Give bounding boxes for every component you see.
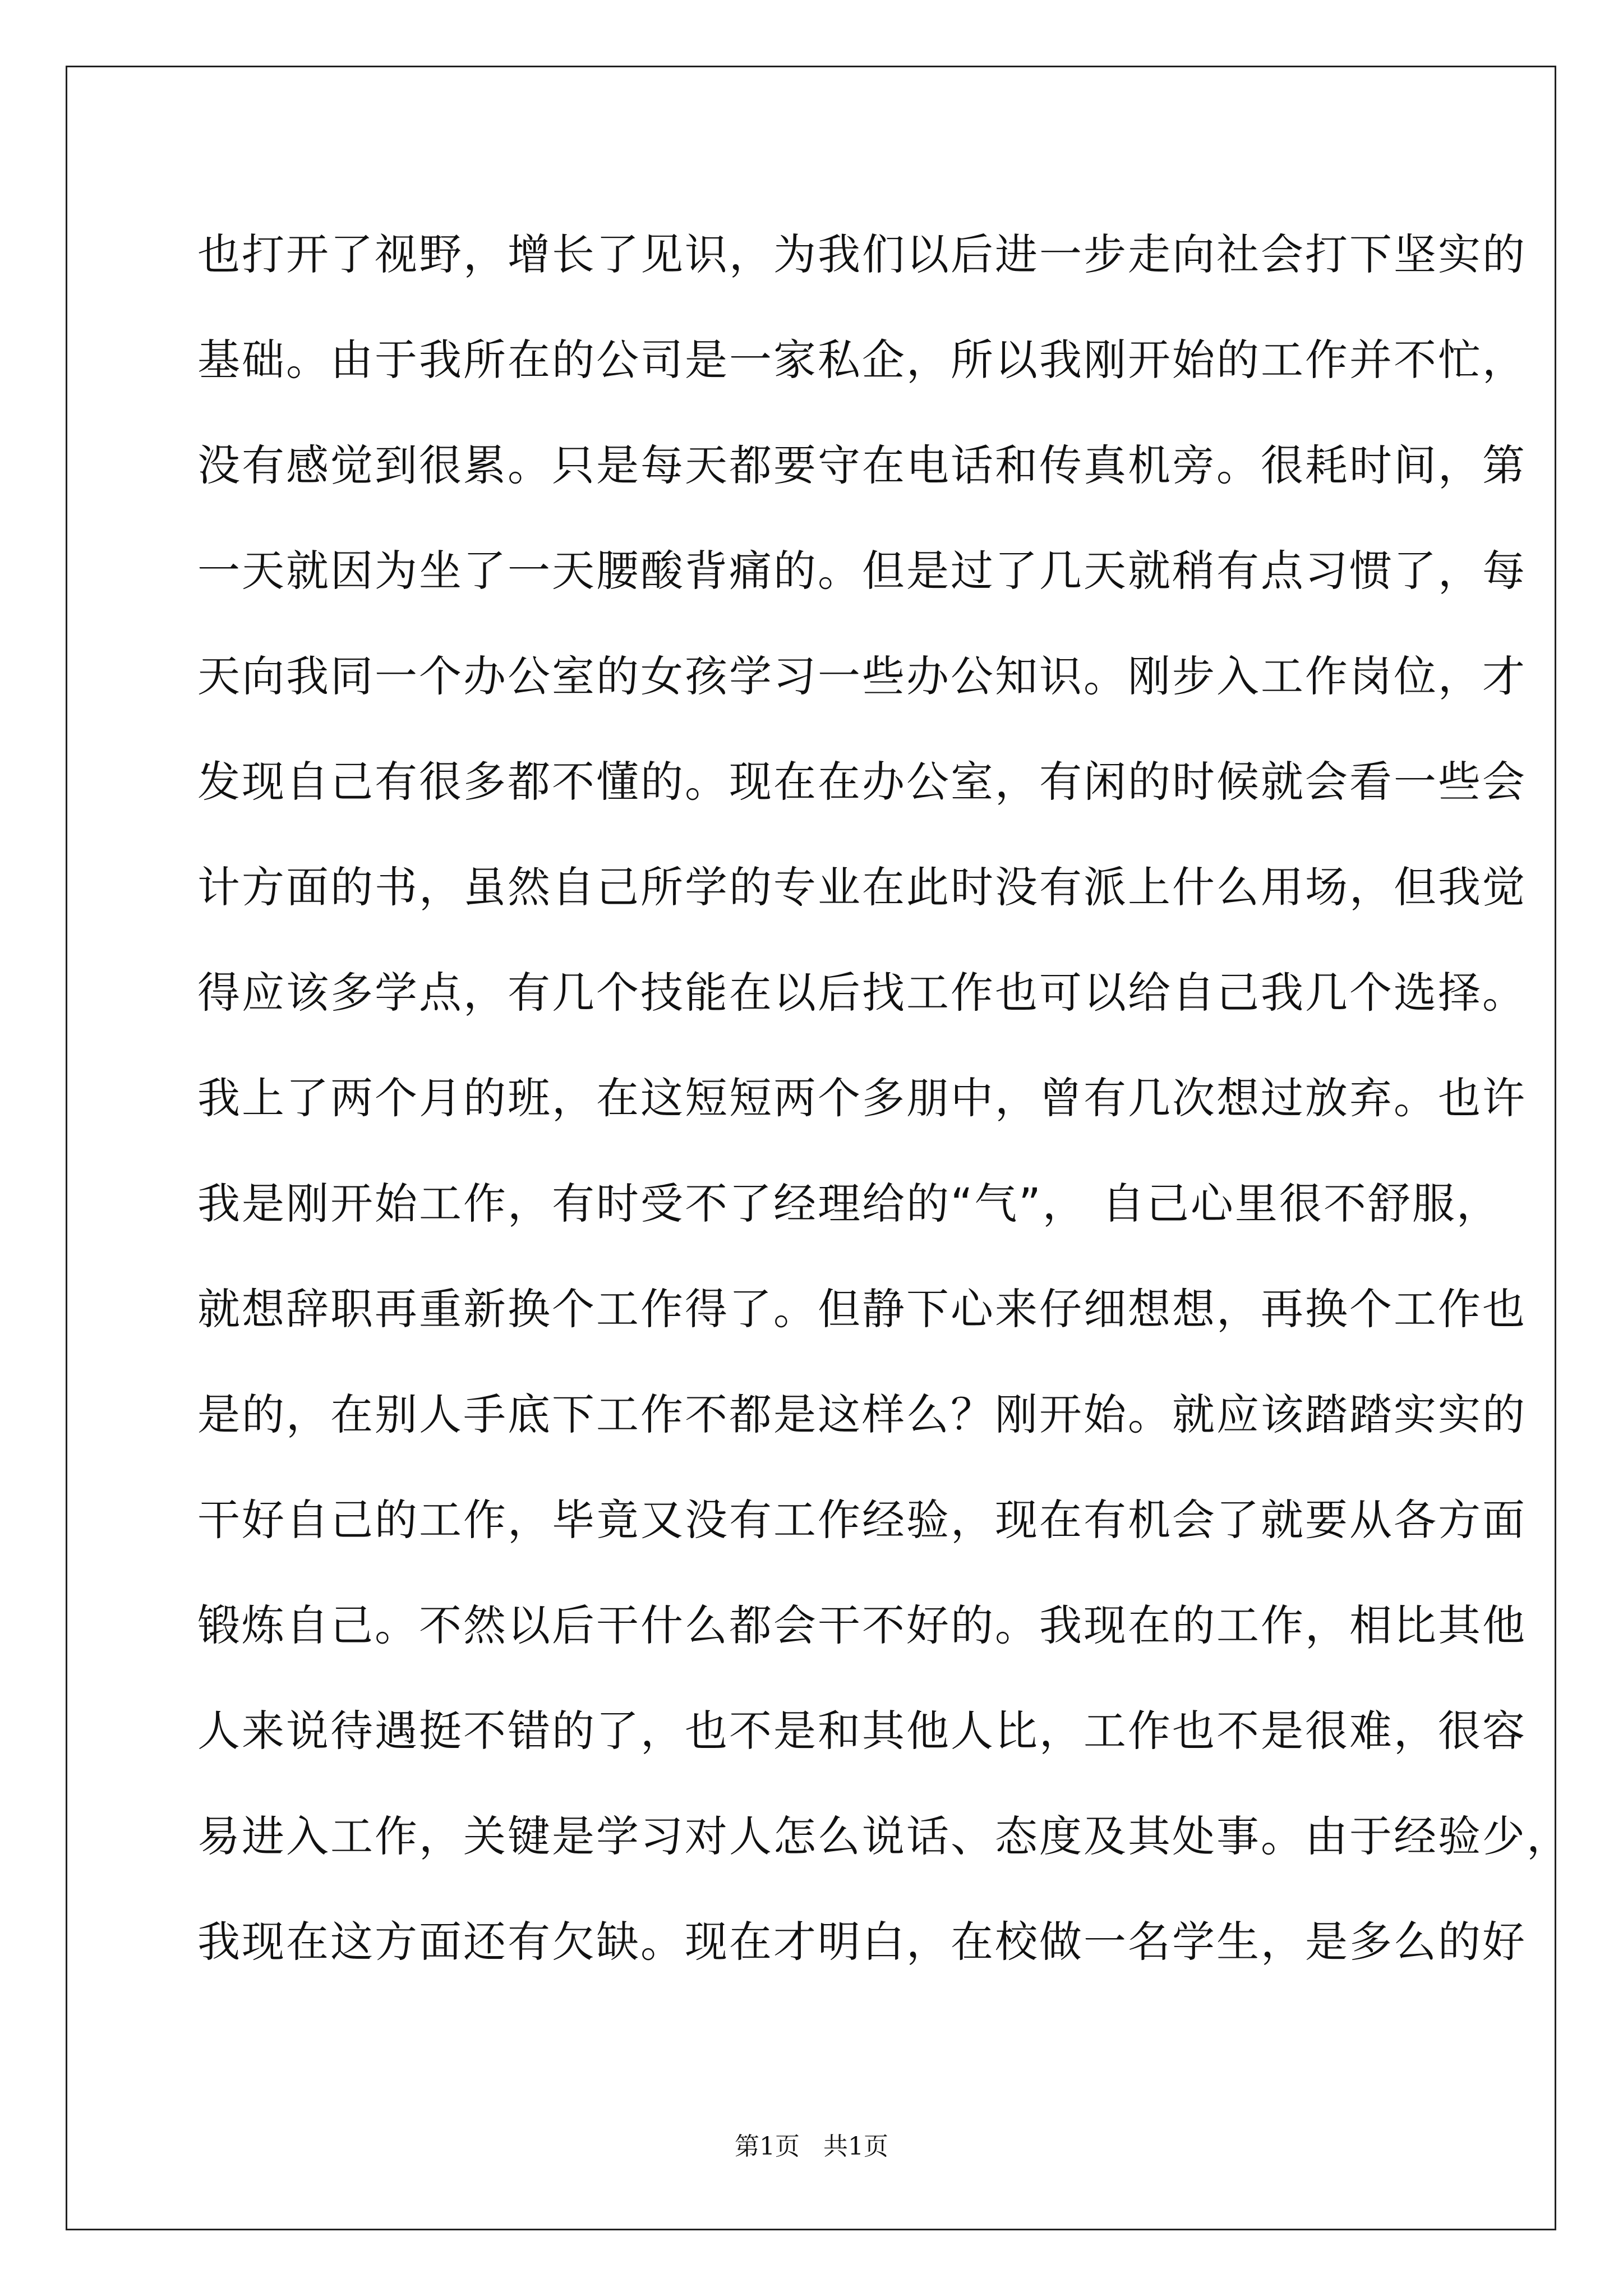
page-number-current: 第1页 xyxy=(735,2132,800,2161)
page-footer xyxy=(0,2126,1623,2162)
text-line: 我上了两个月的班，在这短短两个多朋中，曾有几次想过放弃。也许 xyxy=(197,1073,1527,1123)
text-line: 计方面的书，虽然自己所学的专业在此时没有派上什么用场，但我觉 xyxy=(197,862,1527,912)
text-line: 天向我同一个办公室的女孩学习一些办公知识。刚步入工作岗位，才 xyxy=(197,651,1527,701)
text-line: 我是刚开始工作，有时受不了经理给的“气”， 自己心里很不舒服， xyxy=(197,1179,1501,1228)
text-line: 干好自己的工作，毕竟又没有工作经验，现在有机会了就要从各方面 xyxy=(197,1495,1527,1545)
text-line: 没有感觉到很累。只是每天都要守在电话和传真机旁。很耗时间，第 xyxy=(197,440,1527,490)
text-line: 发现自己有很多都不懂的。现在在办公室，有闲的时候就会看一些会 xyxy=(197,757,1527,807)
text-line: 基础。由于我所在的公司是一家私企，所以我刚开始的工作并不忙， xyxy=(197,335,1527,385)
text-line: 易进入工作，关键是学习对人怎么说话、态度及其处事。由于经验少， xyxy=(197,1811,1571,1861)
text-line: 是的，在别人手底下工作不都是这样么？刚开始。就应该踏踏实实的 xyxy=(197,1389,1527,1439)
text-line: 也打开了视野，增长了见识，为我们以后进一步走向社会打下坚实的 xyxy=(197,229,1527,279)
text-line: 我现在这方面还有欠缺。现在才明白，在校做一名学生，是多么的好 xyxy=(197,1917,1527,1967)
text-line: 锻炼自己。不然以后干什么都会干不好的。我现在的工作，相比其他 xyxy=(197,1600,1527,1650)
text-line: 就想辞职再重新换个工作得了。但静下心来仔细想想，再换个工作也 xyxy=(197,1284,1527,1334)
page-number-total: 共1页 xyxy=(823,2132,888,2161)
text-line: 一天就因为坐了一天腰酸背痛的。但是过了几天就稍有点习惯了，每 xyxy=(197,546,1527,596)
document-body xyxy=(197,202,1571,1995)
text-line: 人来说待遇挺不错的了，也不是和其他人比，工作也不是很难，很容 xyxy=(197,1706,1527,1756)
text-line: 得应该多学点，有几个技能在以后找工作也可以给自己我几个选择。 xyxy=(197,968,1527,1018)
